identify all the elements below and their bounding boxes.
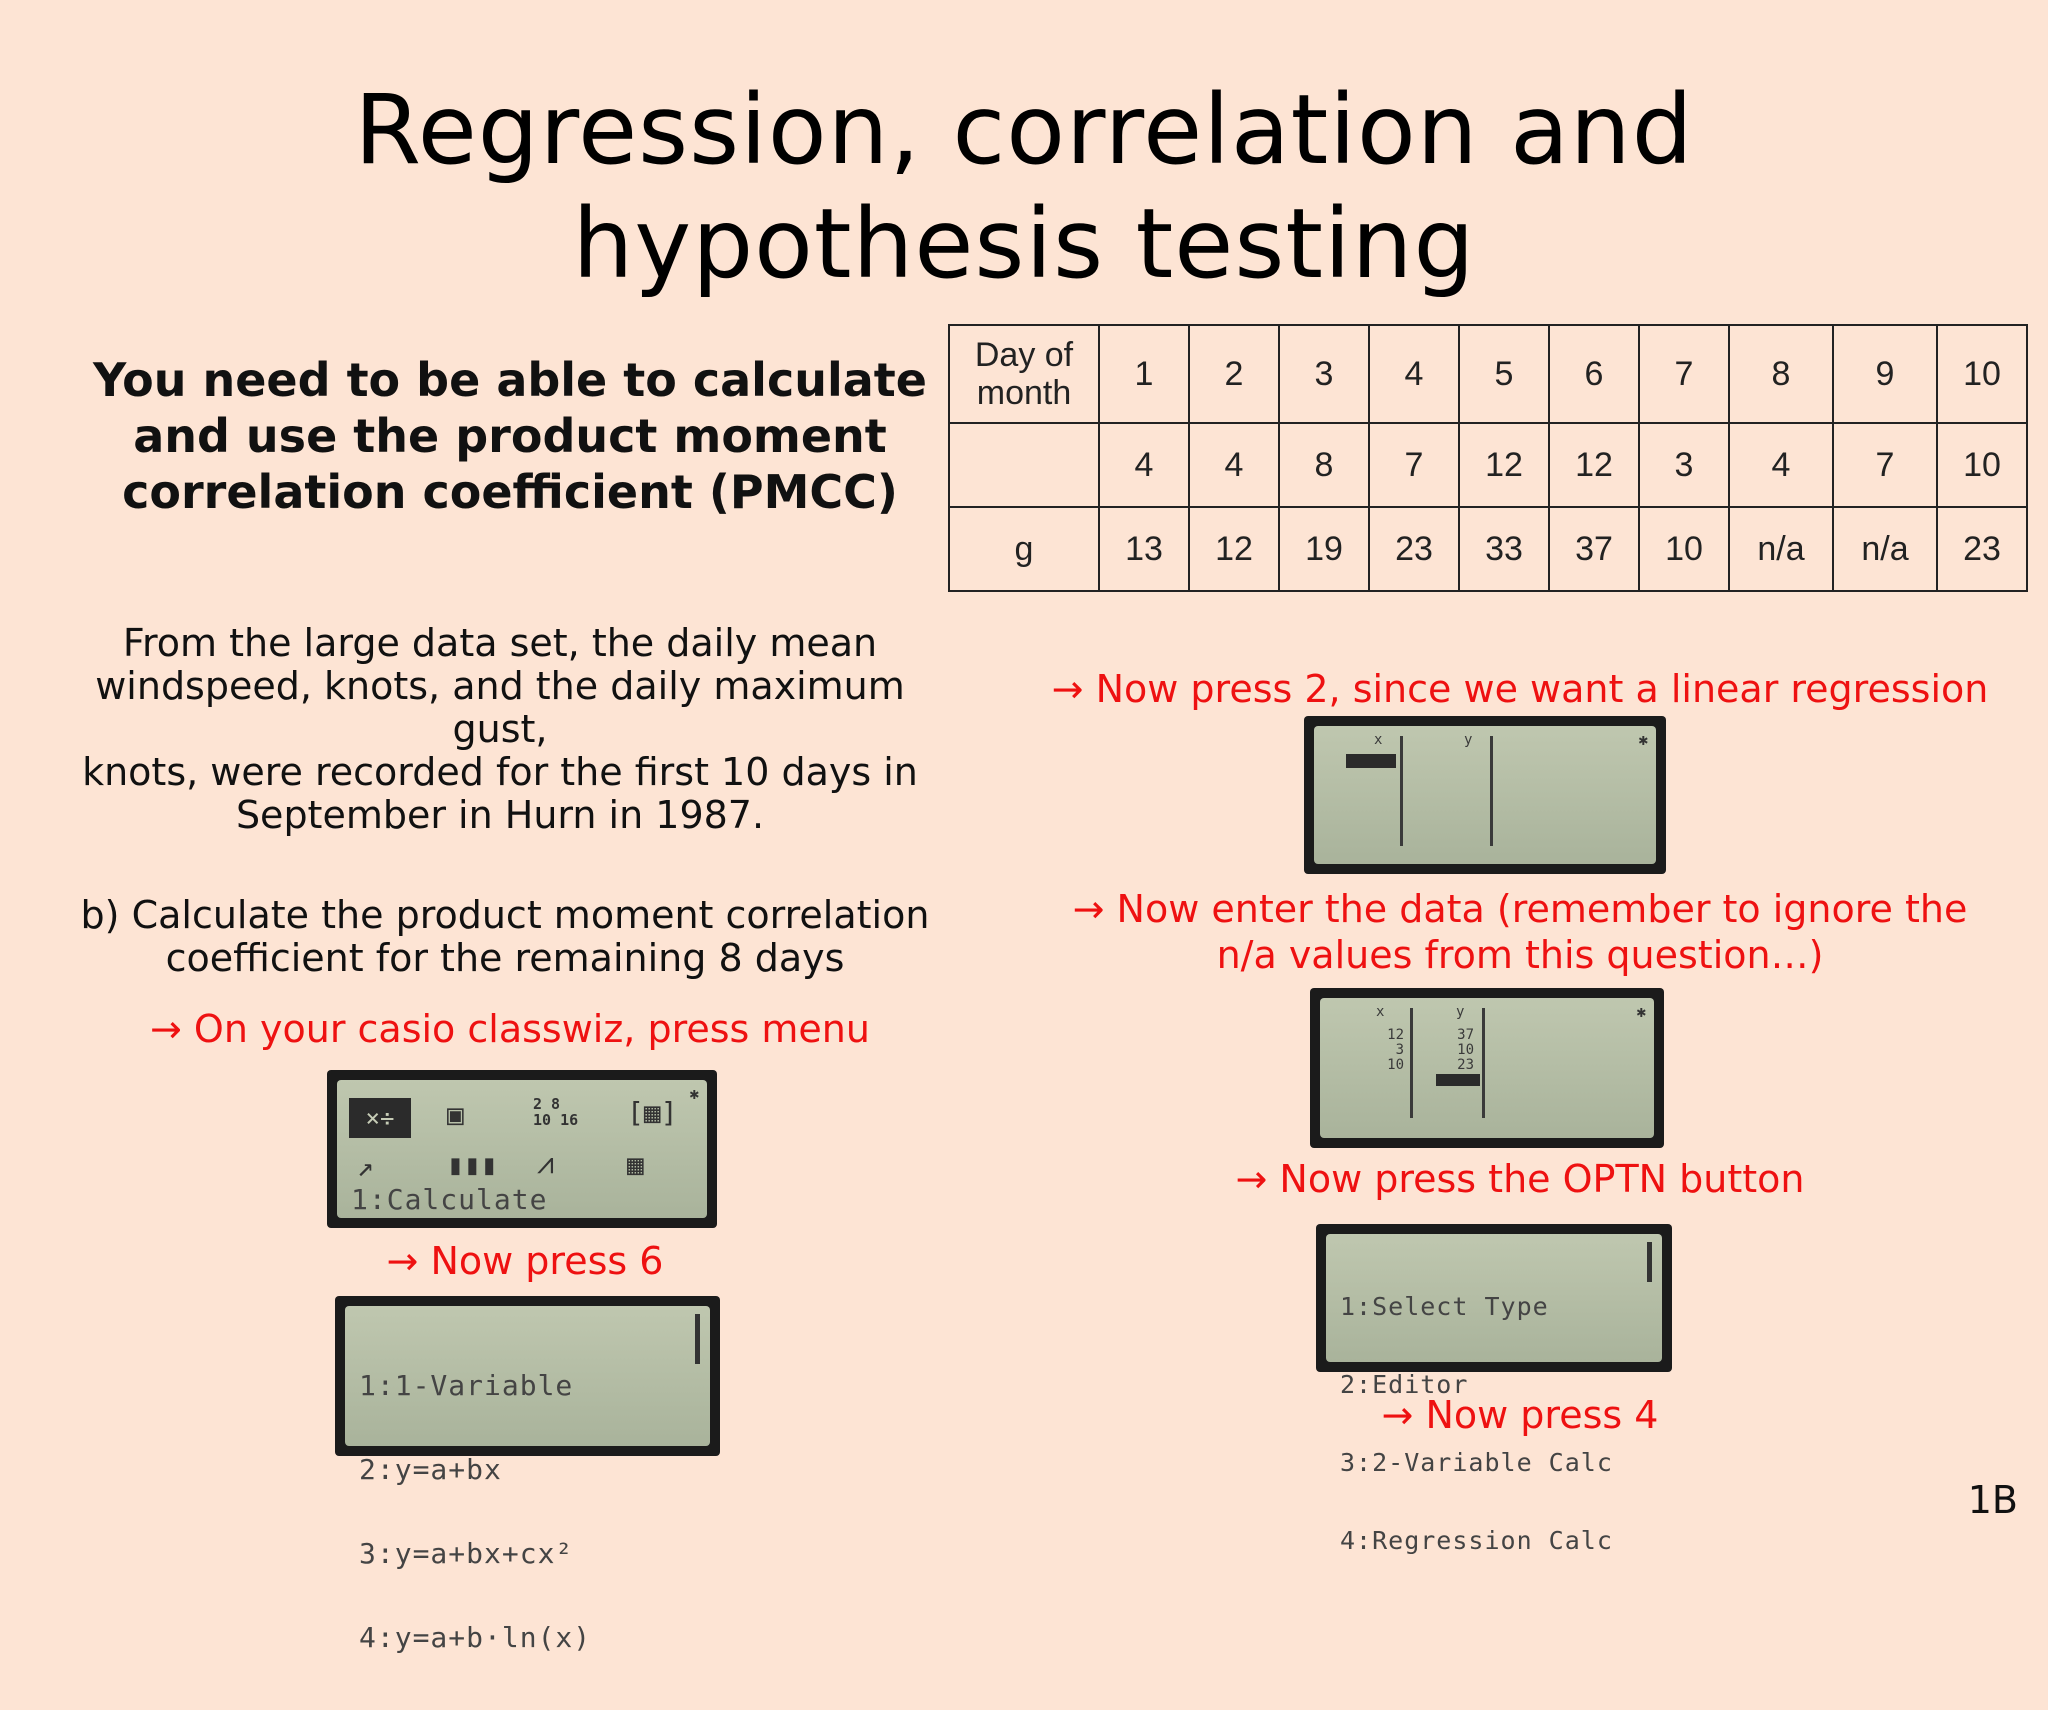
column-divider: [1400, 736, 1403, 846]
y-value: 37: [1457, 1027, 1474, 1043]
page-number: 1B: [1967, 1478, 2018, 1522]
step-press-menu: → On your casio classwiz, press menu: [150, 1007, 870, 1051]
table-cell: 9: [1833, 325, 1937, 423]
question-b: [50, 894, 960, 980]
table-row: [949, 423, 2027, 507]
table-cell: 1: [1099, 325, 1189, 423]
x-value: 3: [1395, 1042, 1404, 1058]
column-divider: [1410, 1008, 1413, 1118]
table-cell: 10: [1639, 507, 1729, 591]
matrix-icon: [▦]: [627, 1096, 678, 1129]
table-cell: 6: [1549, 325, 1639, 423]
objective-line: and use the product moment: [133, 409, 887, 463]
table-cell: 7: [1833, 423, 1937, 507]
cursor-cell: [1346, 754, 1396, 768]
asterisk-icon: ✱: [689, 1084, 699, 1103]
step-line: → Now enter the data (remember to ignore the: [1072, 887, 1968, 931]
y-values: [1450, 1028, 1474, 1073]
lcd-display: [1320, 998, 1654, 1138]
y-value: 23: [1457, 1057, 1474, 1073]
learning-objective: [60, 352, 960, 520]
table-cell: 2: [1189, 325, 1279, 423]
menu-caption: 1:Calculate: [351, 1183, 548, 1216]
calculator-regression-type-screen: [335, 1296, 720, 1654]
intro-line: From the large data set, the daily mean: [122, 621, 878, 665]
table-cell: n/a: [1833, 507, 1937, 591]
table-cell: 7: [1369, 423, 1459, 507]
table-cell: 12: [1549, 423, 1639, 507]
table-row: [949, 325, 2027, 423]
cursor-cell: [1436, 1074, 1480, 1086]
table-cell: 10: [1937, 423, 2027, 507]
table-cell: 23: [1937, 507, 2027, 591]
step-press-6: → Now press 6: [386, 1239, 664, 1283]
column-divider: [1490, 736, 1493, 846]
table-cell: 23: [1369, 507, 1459, 591]
intro-line: knots, were recorded for the first 10 days in: [82, 750, 918, 794]
table-cell: n/a: [1729, 507, 1833, 591]
step-press-4: → Now press 4: [1381, 1393, 1659, 1437]
menu-item: 3:y=a+bx+cx²: [359, 1537, 574, 1570]
lcd-display: [1314, 726, 1656, 864]
column-x-header: x: [1374, 732, 1383, 748]
table-row: [949, 507, 2027, 591]
menu-item: 4:Regression Calc: [1340, 1526, 1613, 1555]
table-cell: 19: [1279, 507, 1369, 591]
step-press-2: → Now press 2, since we want a linear regression: [1051, 667, 1989, 711]
y-value: 10: [1457, 1042, 1474, 1058]
table-header-cell: g: [949, 507, 1099, 591]
regression-type-list: [359, 1316, 591, 1708]
spreadsheet-icon: ⩘: [537, 1146, 554, 1181]
table-cell: 4: [1729, 423, 1833, 507]
table-cell: 12: [1189, 507, 1279, 591]
column-y-header: y: [1456, 1004, 1465, 1020]
asterisk-icon: ✱: [1638, 730, 1648, 749]
lcd-display: [345, 1306, 710, 1654]
table-header-cell: [949, 423, 1099, 507]
base-n-icon: 2 8 10 16: [533, 1095, 579, 1129]
table-icon: ▦: [627, 1148, 644, 1181]
complex-icon: ▣: [447, 1098, 464, 1131]
x-values: [1380, 1028, 1404, 1073]
table-cell: 5: [1459, 325, 1549, 423]
calculator-empty-table-screen: [1304, 716, 1666, 874]
distribution-icon: ▮▮▮: [447, 1148, 498, 1181]
menu-item: 4:y=a+b·ln(x): [359, 1621, 592, 1654]
step-enter-data: [1000, 886, 2040, 978]
intro-paragraph: [50, 622, 950, 837]
asterisk-icon: ✱: [1636, 1002, 1646, 1021]
calculator-data-table-screen: [1310, 988, 1664, 1148]
objective-line: correlation coefficient (PMCC): [122, 465, 898, 519]
slide-title-line1: Regression, correlation and: [354, 74, 1694, 186]
intro-line: windspeed, knots, and the daily maximum gust,: [95, 664, 905, 751]
table-cell: 3: [1639, 423, 1729, 507]
x-value: 12: [1387, 1027, 1404, 1043]
x-value: 10: [1387, 1057, 1404, 1073]
slide-title-line2: hypothesis testing: [572, 188, 1476, 300]
intro-line: September in Hurn in 1987.: [235, 793, 765, 837]
table-cell: 4: [1189, 423, 1279, 507]
question-line: coefficient for the remaining 8 days: [165, 936, 845, 980]
table-cell: 4: [1369, 325, 1459, 423]
scrollbar: [1647, 1242, 1652, 1282]
table-cell: 8: [1729, 325, 1833, 423]
table-cell: 8: [1279, 423, 1369, 507]
table-cell: 37: [1549, 507, 1639, 591]
objective-line: You need to be able to calculate: [93, 353, 927, 407]
step-press-optn: → Now press the OPTN button: [1235, 1157, 1805, 1201]
table-header-cell: [949, 325, 1099, 423]
column-y-header: y: [1464, 732, 1473, 748]
table-cell: 10: [1937, 325, 2027, 423]
table-cell: 4: [1099, 423, 1189, 507]
scrollbar: [695, 1314, 700, 1364]
header-label: Day of: [974, 336, 1074, 374]
menu-item: 2:Editor: [1340, 1370, 1469, 1399]
menu-item: 3:2-Variable Calc: [1340, 1448, 1613, 1477]
step-line: n/a values from this question…): [1216, 933, 1824, 977]
table-cell: 3: [1279, 325, 1369, 423]
calculator-menu-screen: [327, 1070, 717, 1228]
table-cell: 7: [1639, 325, 1729, 423]
arithmetic-icon: ×÷: [349, 1098, 411, 1138]
question-line: b) Calculate the product moment correlation: [80, 893, 930, 937]
menu-item: 1:Select Type: [1340, 1292, 1549, 1321]
table-cell: 33: [1459, 507, 1549, 591]
menu-item: 2:y=a+bx: [359, 1453, 502, 1486]
header-label: month: [976, 374, 1072, 412]
menu-item: 1:1-Variable: [359, 1369, 574, 1402]
column-x-header: x: [1376, 1004, 1385, 1020]
statistics-icon: ↗: [357, 1150, 374, 1183]
table-cell: 13: [1099, 507, 1189, 591]
column-divider: [1482, 1008, 1485, 1118]
table-cell: 12: [1459, 423, 1549, 507]
lcd-display: [337, 1080, 707, 1218]
data-table: [948, 324, 2028, 592]
